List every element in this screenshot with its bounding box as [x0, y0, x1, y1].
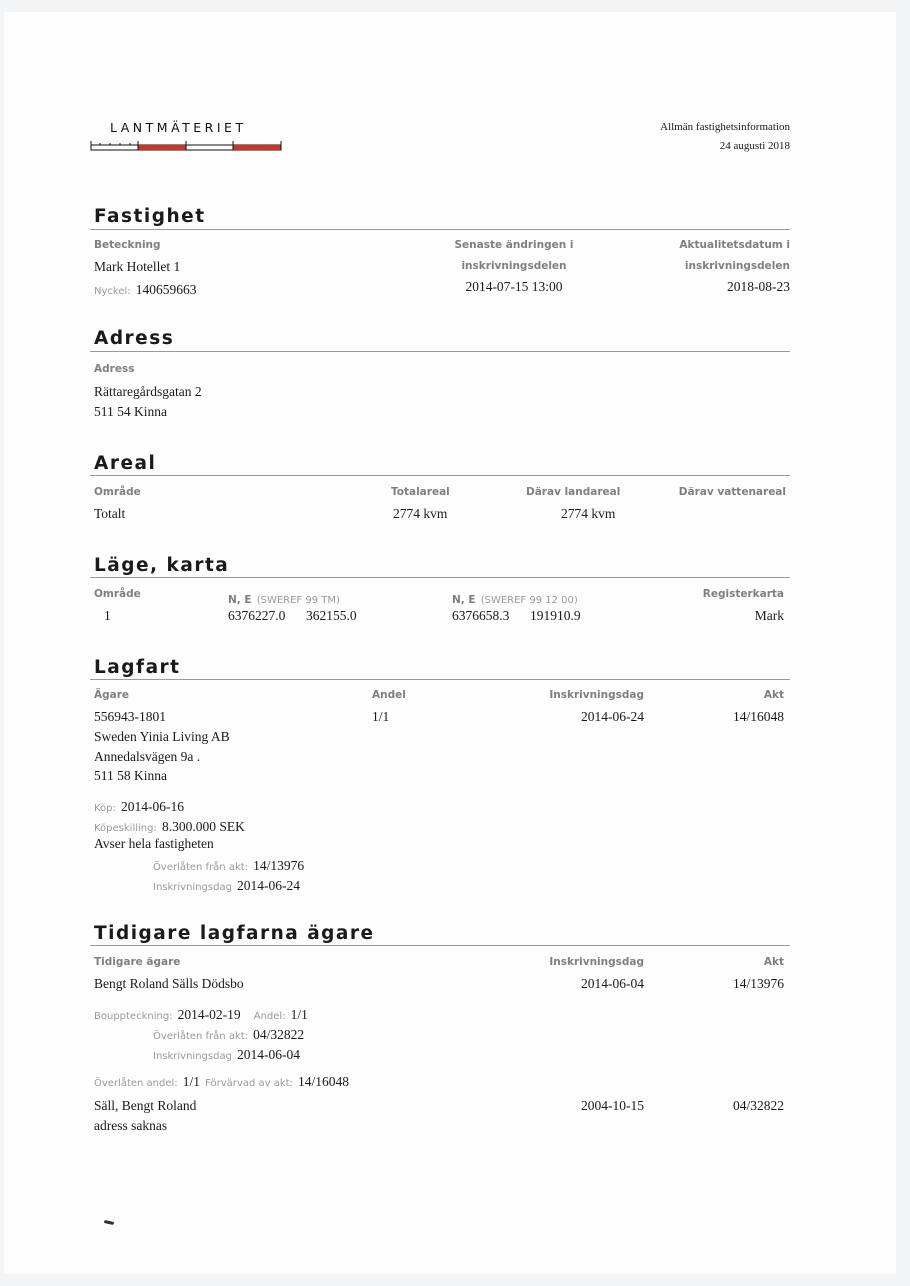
vattenareal-label: Därav vattenareal [678, 486, 786, 498]
tidigare-andel-label: Andel: [253, 1011, 286, 1022]
doc-title: Allmän fastighetsinformation [660, 121, 790, 133]
section-rule [90, 679, 790, 680]
lagfart-insk-label: Inskrivningsdag [153, 882, 232, 893]
andel-value: 1/1 [372, 709, 390, 724]
overlaten-label: Överlåten från akt: [153, 862, 249, 873]
section-heading-areal: Areal [94, 453, 157, 474]
registerkarta-label: Registerkarta [702, 588, 784, 600]
tidigare-agare-label: Tidigare ägare [94, 956, 181, 968]
previous-owner-2-akt: 04/32822 [732, 1098, 784, 1113]
section-rule [90, 475, 790, 476]
totalareal-label: Totalareal [391, 486, 450, 498]
tidigare-inskrivningsdag-label: Inskrivningsdag [549, 956, 644, 968]
owner-name: Sweden Yinia Living AB [94, 729, 230, 744]
overlaten-row [153, 855, 304, 874]
agare-label: Ägare [94, 689, 130, 701]
section-heading-adress: Adress [94, 328, 175, 349]
section-rule [90, 229, 790, 230]
bouppteckning-row [94, 1004, 308, 1023]
beteckning-value: Mark Hotellet 1 [94, 259, 181, 274]
doc-date: 24 augusti 2018 [719, 140, 790, 152]
lagfart-insk-row [153, 875, 300, 894]
inskrivningsdag-value: 2014-06-24 [581, 709, 644, 724]
n1-value: 6376227.0 [228, 608, 286, 623]
kopeskilling-label: Köpeskilling: [94, 823, 157, 834]
tidigare-akt-label: Akt [763, 956, 784, 968]
areal-omrade-value: Totalt [94, 506, 126, 521]
tidigare-insk-row [153, 1044, 300, 1063]
aktualitet-label-1: Aktualitetsdatum i [679, 239, 790, 251]
previous-owner-1-name: Bengt Roland Sälls Dödsbo [94, 976, 244, 991]
tidigare-insk-value: 2014-06-04 [237, 1047, 301, 1062]
nyckel-value: 140659663 [135, 282, 197, 297]
areal-omrade-label: Område [94, 486, 141, 498]
tidigare-overlaten-label: Överlåten från akt: [153, 1031, 249, 1042]
overlaten-andel-row [94, 1071, 349, 1090]
owner-orgnr: 556943-1801 [94, 709, 166, 724]
inskrivningsdag-label: Inskrivningsdag [549, 689, 644, 701]
tidigare-insk-label: Inskrivningsdag [153, 1051, 232, 1062]
e2-value: 191910.9 [530, 608, 581, 623]
lage-omrade-value: 1 [104, 608, 111, 623]
avser-text: Avser hela fastigheten [94, 836, 214, 851]
adress-label: Adress [94, 363, 135, 375]
andel-label: Andel [372, 689, 406, 701]
e1-value: 362155.0 [306, 608, 357, 623]
section-heading-fastighet: Fastighet [94, 206, 206, 227]
aktualitet-value: 2018-08-23 [727, 279, 790, 294]
landareal-label: Därav landareal [526, 486, 621, 498]
ne2-header [452, 588, 578, 607]
logo-scale-bar-icon [90, 139, 282, 152]
ne1-label: N, E [228, 594, 252, 606]
kop-label: Köp: [94, 803, 116, 814]
section-rule [90, 351, 790, 352]
adress-line2: 511 54 Kinna [94, 404, 167, 419]
owner-address1: Annedalsvägen 9a . [94, 749, 201, 764]
senaste-value: 2014-07-15 13:00 [465, 279, 563, 294]
tidigare-andel-value: 1/1 [290, 1007, 308, 1022]
landareal-value: 2774 kvm [561, 506, 616, 521]
kopeskilling-row [94, 816, 245, 835]
akt-label: Akt [763, 689, 784, 701]
kop-value: 2014-06-16 [121, 799, 184, 814]
n2-value: 6376658.3 [452, 608, 510, 623]
bouppteckning-label: Bouppteckning: [94, 1011, 173, 1022]
registerkarta-value: Mark [754, 608, 784, 623]
previous-owner-2-name: Säll, Bengt Roland [94, 1098, 197, 1113]
bouppteckning-value: 2014-02-19 [177, 1007, 241, 1022]
ne1-header [228, 588, 340, 607]
owner-address2: 511 58 Kinna [94, 768, 167, 783]
adress-line1: Rättaregårdsgatan 2 [94, 384, 202, 399]
forvarvad-label: Förvärvad av akt: [205, 1078, 293, 1089]
section-heading-tidigare: Tidigare lagfarna ägare [94, 923, 375, 944]
section-rule [90, 945, 790, 946]
ne2-label: N, E [452, 594, 476, 606]
ne1-system: (SWEREF 99 TM) [256, 595, 340, 606]
senaste-label-2: inskrivningsdelen [461, 260, 567, 272]
totalareal-value: 2774 kvm [393, 506, 448, 521]
kop-row [94, 796, 184, 815]
forvarvad-value: 14/16048 [298, 1074, 350, 1089]
logo-text: LANTMÄTERIET [110, 120, 247, 135]
nyckel-label: Nyckel: [94, 286, 131, 297]
previous-owner-1-akt: 14/13976 [732, 976, 784, 991]
lage-omrade-label: Område [94, 588, 141, 600]
senaste-label-1: Senaste ändringen i [454, 239, 574, 251]
overlaten-andel-label: Överlåten andel: [94, 1078, 178, 1089]
section-heading-lagfart: Lagfart [94, 657, 181, 678]
lagfart-insk-value: 2014-06-24 [237, 878, 301, 893]
ne2-system: (SWEREF 99 12 00) [480, 595, 578, 606]
tidigare-overlaten-row [153, 1024, 304, 1043]
previous-owner-1-date: 2014-06-04 [581, 976, 644, 991]
kopeskilling-value: 8.300.000 SEK [161, 819, 245, 834]
akt-value: 14/16048 [732, 709, 784, 724]
beteckning-label: Beteckning [94, 239, 161, 251]
overlaten-value: 14/13976 [253, 858, 305, 873]
aktualitet-label-2: inskrivningsdelen [684, 260, 790, 272]
section-rule [90, 577, 790, 578]
previous-owner-2-address: adress saknas [94, 1118, 168, 1133]
nyckel-row [94, 279, 196, 298]
previous-owner-2-date: 2004-10-15 [581, 1098, 644, 1113]
tidigare-overlaten-value: 04/32822 [253, 1027, 305, 1042]
overlaten-andel-value: 1/1 [182, 1074, 201, 1089]
section-heading-lage: Läge, karta [94, 555, 230, 576]
